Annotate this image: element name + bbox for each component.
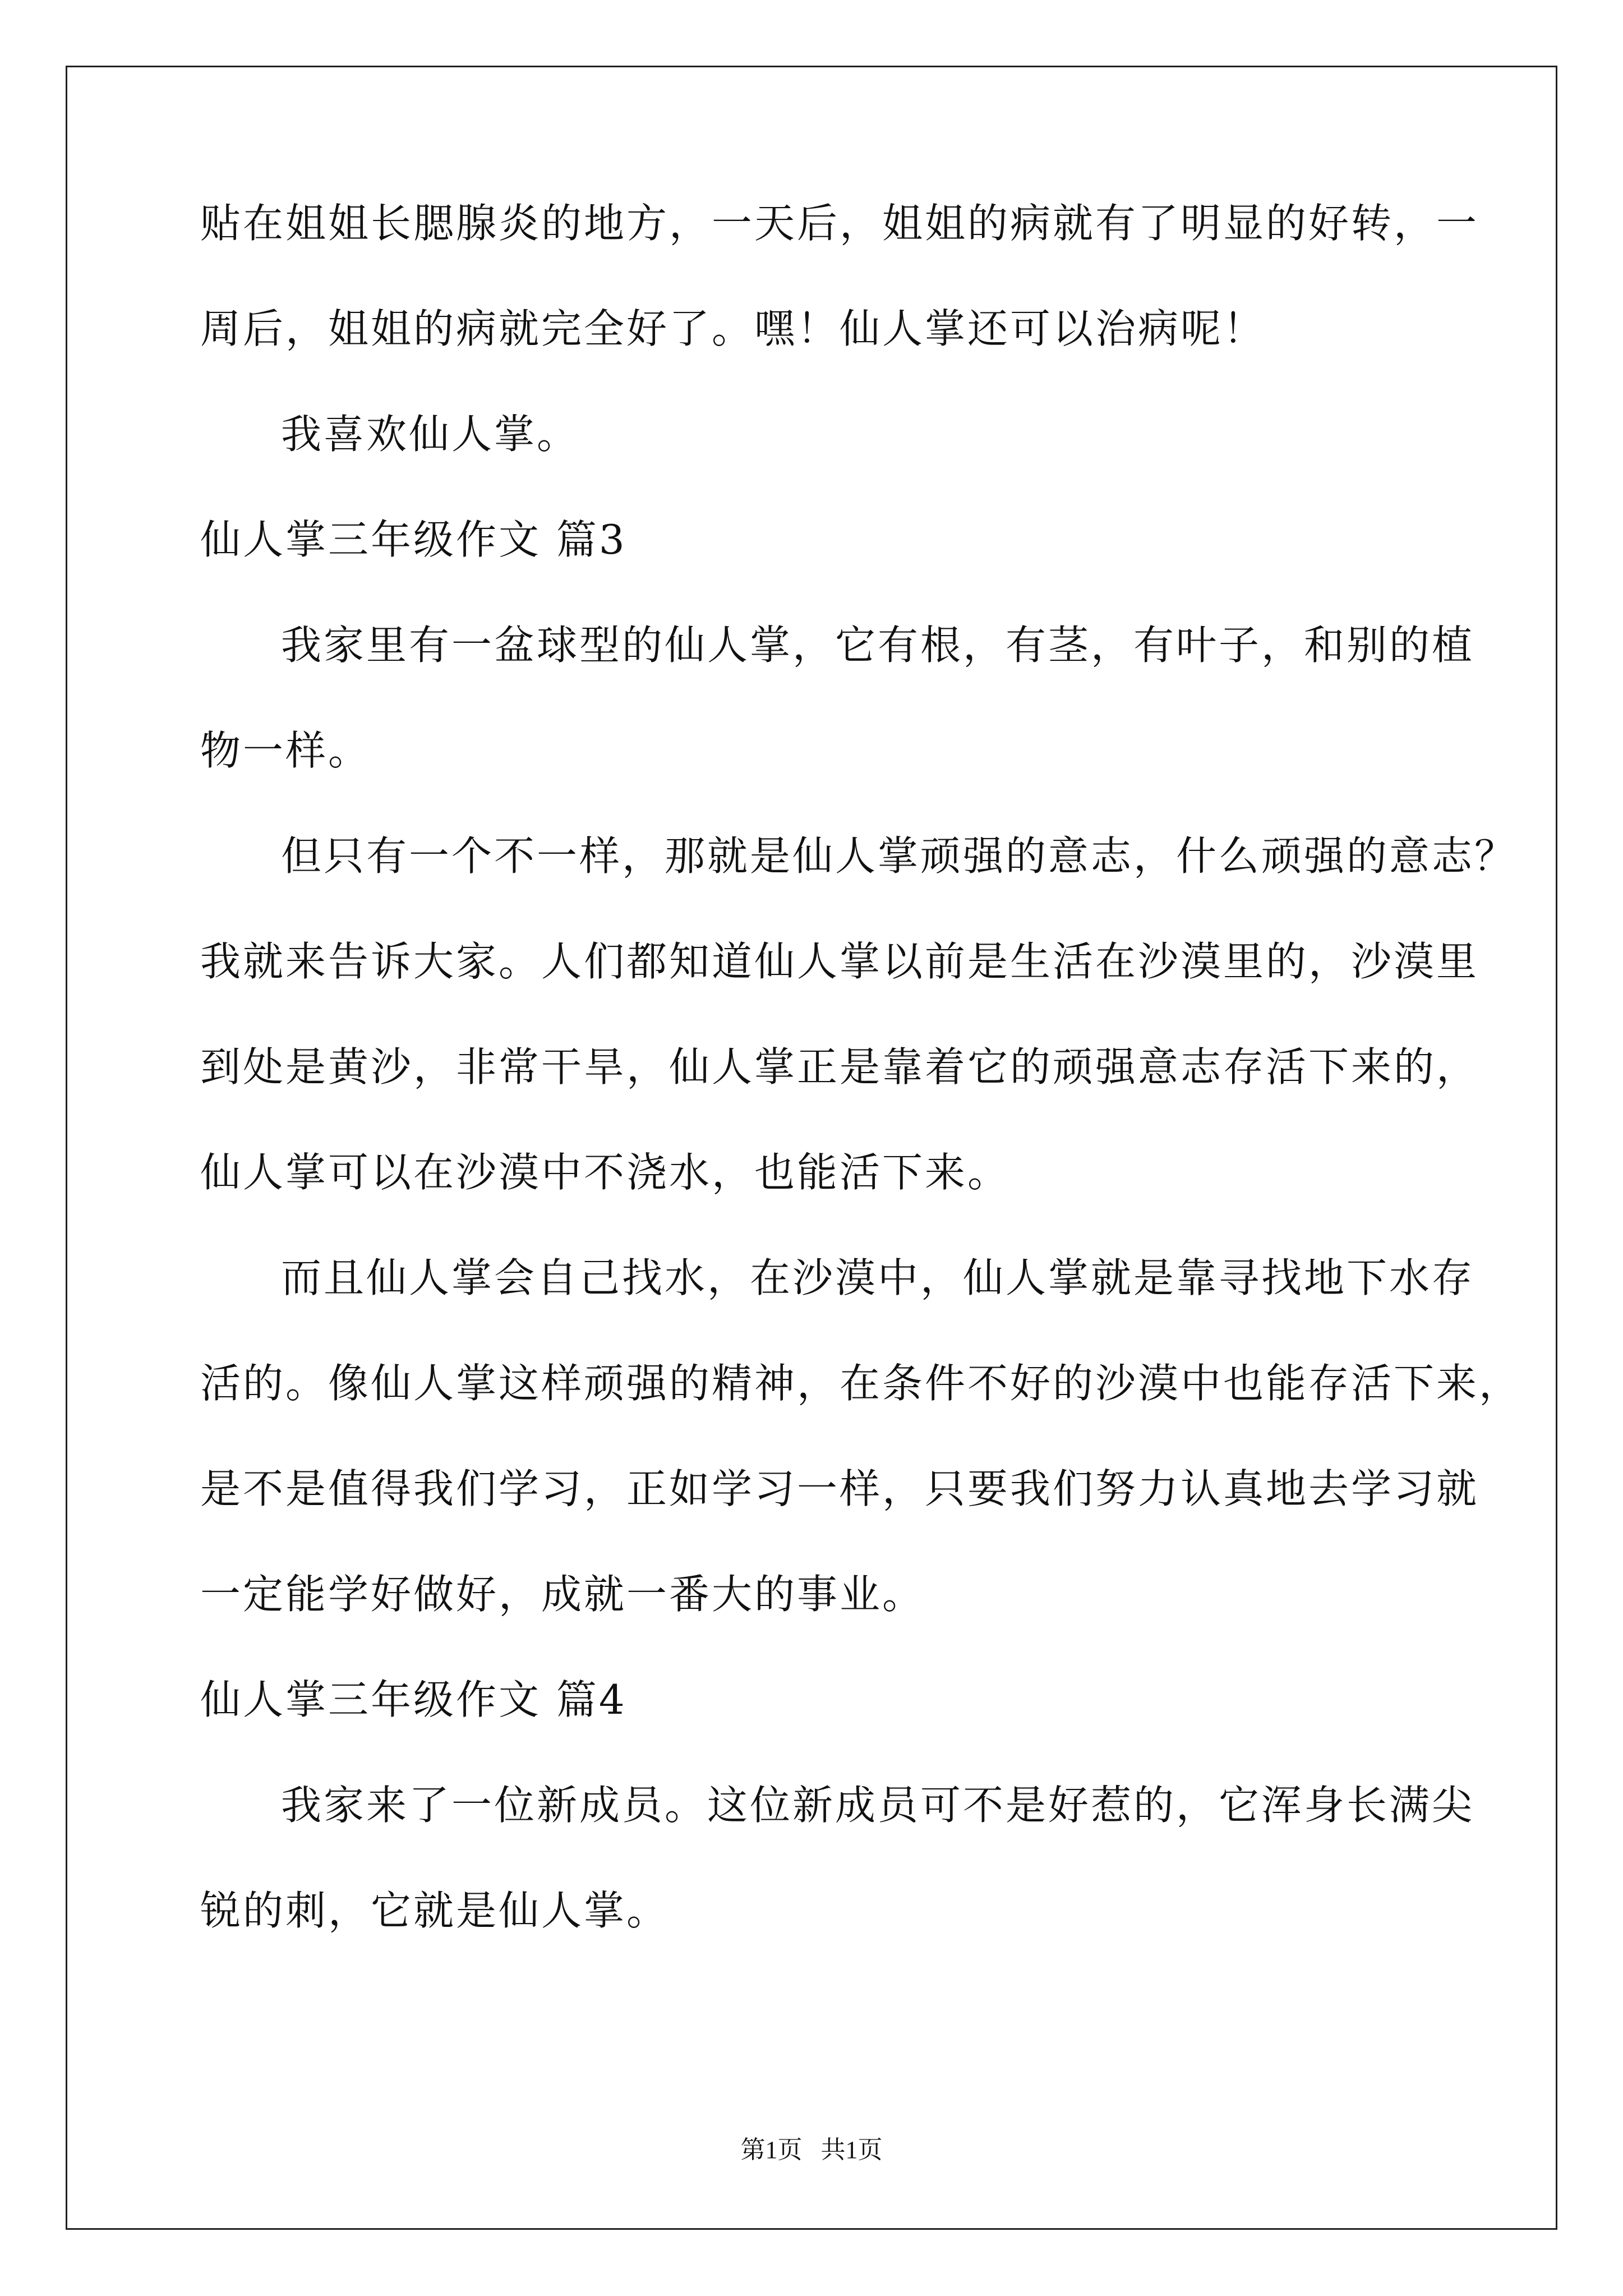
paragraph-line: 锐的刺，它就是仙人掌。 (200, 1887, 670, 1934)
paragraph-line: 但只有一个不一样，那就是仙人掌顽强的意志，什么顽强的意志？ (281, 832, 1518, 880)
paragraph-line: 我家里有一盆球型的仙人掌，它有根，有茎，有叶子，和别的植 (281, 622, 1475, 669)
paragraph-line: 物一样。 (200, 727, 371, 774)
paragraph-line: 一定能学好做好，成就一番大的事业。 (200, 1571, 925, 1618)
paragraph-line: 我家来了一位新成员。这位新成员可不是好惹的，它浑身长满尖 (281, 1782, 1475, 1829)
paragraph-line: 而且仙人掌会自己找水，在沙漠中，仙人掌就是靠寻找地下水存 (281, 1254, 1475, 1301)
paragraph-line: 活的。像仙人掌这样顽强的精神，在条件不好的沙漠中也能存活下来， (200, 1360, 1522, 1407)
paragraph-line: 是不是值得我们学习，正如学习一样，只要我们努力认真地去学习就 (200, 1465, 1479, 1512)
section-heading: 仙人掌三年级作文 篇4 (200, 1676, 627, 1723)
paragraph-line: 我喜欢仙人掌。 (281, 411, 580, 458)
paragraph-line: 周后，姐姐的病就完全好了。嘿！仙人掌还可以治病呢！ (200, 305, 1266, 352)
section-heading: 仙人掌三年级作文 篇3 (200, 516, 627, 563)
paragraph-line: 到处是黄沙，非常干旱，仙人掌正是靠着它的顽强意志存活下来的， (200, 1043, 1479, 1091)
paragraph-line: 我就来告诉大家。人们都知道仙人掌以前是生活在沙漠里的，沙漠里 (200, 938, 1479, 985)
page-number: 第1页 共1页 (740, 2136, 883, 2164)
paragraph-line: 贴在姐姐长腮腺炎的地方，一天后，姐姐的病就有了明显的好转，一 (200, 200, 1479, 247)
paragraph-line: 仙人掌可以在沙漠中不浇水，也能活下来。 (200, 1149, 1011, 1196)
